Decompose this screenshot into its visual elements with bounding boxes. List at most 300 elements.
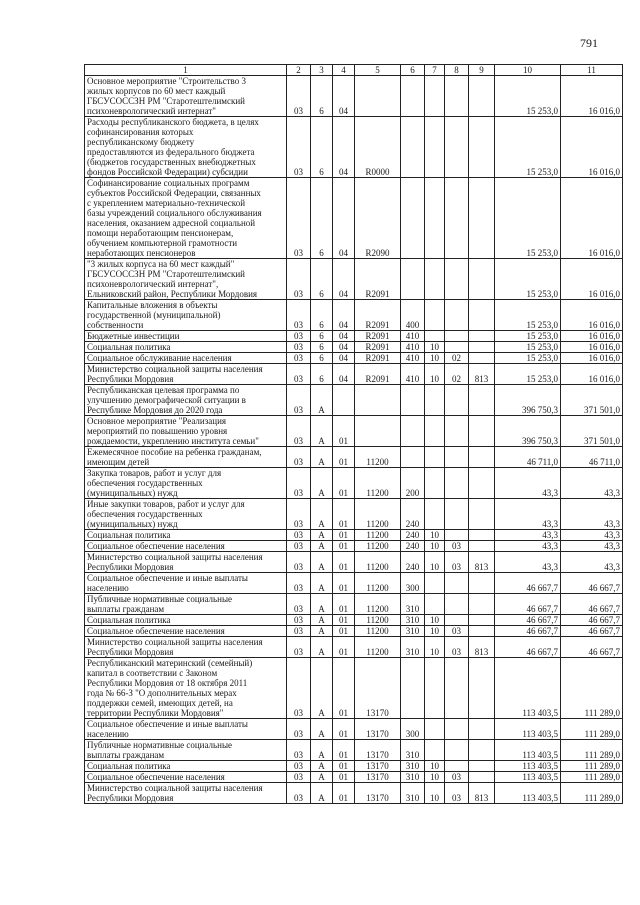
subsection-cell (445, 719, 469, 740)
amount-year1-cell: 46 667,7 (495, 615, 561, 626)
table-row (85, 416, 623, 447)
amount-year2-cell: 43,3 (561, 552, 623, 573)
program-code-cell: 6 (311, 117, 333, 178)
section-cell: 10 (425, 772, 445, 783)
expense-type-cell: 410 (401, 364, 425, 385)
section-code-cell: 03 (287, 447, 311, 468)
subsection-cell (445, 499, 469, 530)
target-article-cell: R2090 (355, 178, 401, 259)
table-row (85, 626, 623, 637)
amount-year1-cell: 46 667,7 (495, 637, 561, 658)
section-cell (425, 300, 445, 331)
subprogram-code-cell: 04 (333, 76, 355, 117)
row-name-cell: Социальная политика (85, 342, 287, 353)
ministry-code-cell (469, 530, 495, 541)
table-row (85, 541, 623, 552)
row-name-cell: Бюджетные инвестиции (85, 331, 287, 342)
amount-year2-cell: 371 501,0 (561, 416, 623, 447)
expense-type-cell: 300 (401, 719, 425, 740)
target-article-cell: 13170 (355, 719, 401, 740)
expense-type-cell (401, 658, 425, 719)
expense-type-cell: 310 (401, 626, 425, 637)
section-code-cell: 03 (287, 573, 311, 594)
expense-type-cell: 310 (401, 761, 425, 772)
row-name-cell: Министерство социальной защиты населения Республики Мордовия (85, 783, 287, 804)
section-cell: 10 (425, 761, 445, 772)
subprogram-code-cell: 01 (333, 615, 355, 626)
ministry-code-cell (469, 658, 495, 719)
amount-year2-cell: 16 016,0 (561, 331, 623, 342)
amount-year2-cell: 16 016,0 (561, 178, 623, 259)
table-row (85, 342, 623, 353)
subsection-cell (445, 76, 469, 117)
ministry-code-cell (469, 761, 495, 772)
section-cell: 10 (425, 615, 445, 626)
subsection-cell (445, 342, 469, 353)
amount-year1-cell: 46 711,0 (495, 447, 561, 468)
amount-year2-cell: 16 016,0 (561, 117, 623, 178)
section-cell (425, 259, 445, 300)
expense-type-cell: 310 (401, 594, 425, 615)
subprogram-code-cell: 01 (333, 416, 355, 447)
subprogram-code-cell: 01 (333, 740, 355, 761)
amount-year1-cell: 113 403,5 (495, 740, 561, 761)
row-name-cell: Социальное обеспечение населения (85, 772, 287, 783)
target-article-cell: 11200 (355, 626, 401, 637)
target-article-cell: 13170 (355, 740, 401, 761)
amount-year2-cell: 43,3 (561, 499, 623, 530)
amount-year2-cell: 16 016,0 (561, 76, 623, 117)
target-article-cell: R0000 (355, 117, 401, 178)
amount-year1-cell: 43,3 (495, 468, 561, 499)
amount-year1-cell: 113 403,5 (495, 783, 561, 804)
subprogram-code-cell (333, 385, 355, 416)
subsection-cell (445, 740, 469, 761)
row-name-cell: Министерство социальной защиты населения Республики Мордовия (85, 637, 287, 658)
subprogram-code-cell: 01 (333, 772, 355, 783)
subprogram-code-cell: 01 (333, 637, 355, 658)
subsection-cell: 03 (445, 541, 469, 552)
row-name-cell: "3 жилых корпуса на 60 мест каждый" ГБСУСОССЗН РМ "Старотештелимский психоневрологический интернат", Ельниковский район, Республики Мордовия (85, 259, 287, 300)
expense-type-cell: 410 (401, 331, 425, 342)
row-name-cell: Расходы республиканского бюджета, в целях софинансирования которых республиканскому бюджету предоставляются из федерального бюджета (бюджетов государственных внебюджетных фондов Российской Федерации) субсидии (85, 117, 287, 178)
row-name-cell: Социальное обслуживание населения (85, 353, 287, 364)
section-cell: 10 (425, 342, 445, 353)
target-article-cell: 11200 (355, 637, 401, 658)
section-cell (425, 740, 445, 761)
section-cell (425, 658, 445, 719)
program-code-cell: А (311, 552, 333, 573)
amount-year1-cell: 46 667,7 (495, 626, 561, 637)
subprogram-code-cell: 01 (333, 594, 355, 615)
subsection-cell (445, 117, 469, 178)
subsection-cell (445, 468, 469, 499)
table-row (85, 364, 623, 385)
amount-year2-cell: 111 289,0 (561, 761, 623, 772)
section-cell: 10 (425, 637, 445, 658)
subprogram-code-cell: 01 (333, 530, 355, 541)
expense-type-cell (401, 117, 425, 178)
header-row (85, 65, 623, 76)
target-article-cell: R2091 (355, 364, 401, 385)
subsection-cell (445, 573, 469, 594)
header-cell: 4 (333, 65, 355, 76)
subsection-cell (445, 615, 469, 626)
amount-year1-cell: 43,3 (495, 499, 561, 530)
section-cell (425, 178, 445, 259)
row-name-cell: Капитальные вложения в объекты государственной (муниципальной) собственности (85, 300, 287, 331)
subprogram-code-cell: 01 (333, 719, 355, 740)
header-cell: 3 (311, 65, 333, 76)
expense-type-cell: 410 (401, 353, 425, 364)
amount-year2-cell: 43,3 (561, 530, 623, 541)
expense-type-cell: 310 (401, 783, 425, 804)
expense-type-cell: 240 (401, 530, 425, 541)
subsection-cell (445, 331, 469, 342)
program-code-cell: А (311, 658, 333, 719)
expense-type-cell (401, 76, 425, 117)
program-code-cell: А (311, 594, 333, 615)
subprogram-code-cell: 01 (333, 761, 355, 772)
expense-type-cell (401, 259, 425, 300)
header-cell: 11 (561, 65, 623, 76)
program-code-cell: А (311, 740, 333, 761)
amount-year1-cell: 113 403,5 (495, 658, 561, 719)
ministry-code-cell (469, 719, 495, 740)
section-code-cell: 03 (287, 342, 311, 353)
subsection-cell: 03 (445, 552, 469, 573)
subprogram-code-cell: 01 (333, 447, 355, 468)
header-cell: 9 (469, 65, 495, 76)
target-article-cell: 11200 (355, 594, 401, 615)
subprogram-code-cell: 01 (333, 573, 355, 594)
header-cell: 6 (401, 65, 425, 76)
section-cell (425, 117, 445, 178)
expense-type-cell (401, 385, 425, 416)
program-code-cell: А (311, 783, 333, 804)
target-article-cell: R2091 (355, 353, 401, 364)
subsection-cell (445, 761, 469, 772)
expense-type-cell (401, 416, 425, 447)
program-code-cell: А (311, 626, 333, 637)
subprogram-code-cell: 01 (333, 499, 355, 530)
amount-year2-cell: 43,3 (561, 541, 623, 552)
ministry-code-cell (469, 541, 495, 552)
subsection-cell: 03 (445, 772, 469, 783)
expense-type-cell: 410 (401, 342, 425, 353)
ministry-code-cell (469, 385, 495, 416)
subprogram-code-cell: 04 (333, 342, 355, 353)
row-name-cell: Основное мероприятие "Реализация мероприятий по повышению уровня рождаемости, укреплению института семьи" (85, 416, 287, 447)
row-name-cell: Социальное обеспечение и иные выплаты населению (85, 719, 287, 740)
amount-year1-cell: 396 750,3 (495, 416, 561, 447)
amount-year2-cell: 16 016,0 (561, 259, 623, 300)
row-name-cell: Ежемесячное пособие на ребенка гражданам, имеющим детей (85, 447, 287, 468)
table-row (85, 615, 623, 626)
section-code-cell: 03 (287, 117, 311, 178)
ministry-code-cell (469, 178, 495, 259)
row-name-cell: Министерство социальной защиты населения Республики Мордовия (85, 364, 287, 385)
target-article-cell: 13170 (355, 772, 401, 783)
program-code-cell: А (311, 615, 333, 626)
table-body (85, 76, 623, 804)
amount-year2-cell: 46 667,7 (561, 615, 623, 626)
amount-year1-cell: 15 253,0 (495, 364, 561, 385)
ministry-code-cell (469, 499, 495, 530)
amount-year1-cell: 15 253,0 (495, 76, 561, 117)
amount-year1-cell: 113 403,5 (495, 761, 561, 772)
target-article-cell: R2091 (355, 259, 401, 300)
row-name-cell: Социальная политика (85, 615, 287, 626)
section-cell (425, 468, 445, 499)
ministry-code-cell: 813 (469, 637, 495, 658)
section-code-cell: 03 (287, 499, 311, 530)
subprogram-code-cell: 04 (333, 300, 355, 331)
amount-year1-cell: 15 253,0 (495, 117, 561, 178)
program-code-cell: А (311, 530, 333, 541)
section-code-cell: 03 (287, 615, 311, 626)
subsection-cell: 03 (445, 783, 469, 804)
header-cell: 10 (495, 65, 561, 76)
amount-year2-cell: 111 289,0 (561, 772, 623, 783)
amount-year1-cell: 15 253,0 (495, 331, 561, 342)
section-code-cell: 03 (287, 783, 311, 804)
row-name-cell: Иные закупки товаров, работ и услуг для обеспечения государственных (муниципальных) нужд (85, 499, 287, 530)
ministry-code-cell (469, 594, 495, 615)
amount-year2-cell: 371 501,0 (561, 385, 623, 416)
row-name-cell: Публичные нормативные социальные выплаты гражданам (85, 594, 287, 615)
row-name-cell: Закупка товаров, работ и услуг для обеспечения государственных (муниципальных) нужд (85, 468, 287, 499)
table-row (85, 719, 623, 740)
expense-type-cell: 310 (401, 740, 425, 761)
row-name-cell: Социальное обеспечение и иные выплаты населению (85, 573, 287, 594)
target-article-cell: 11200 (355, 615, 401, 626)
ministry-code-cell: 813 (469, 783, 495, 804)
program-code-cell: А (311, 499, 333, 530)
section-code-cell: 03 (287, 76, 311, 117)
target-article-cell (355, 416, 401, 447)
expense-type-cell (401, 178, 425, 259)
table-row (85, 300, 623, 331)
subsection-cell (445, 416, 469, 447)
program-code-cell: А (311, 637, 333, 658)
subsection-cell (445, 530, 469, 541)
expense-type-cell: 240 (401, 552, 425, 573)
table-row (85, 385, 623, 416)
subprogram-code-cell: 04 (333, 353, 355, 364)
subprogram-code-cell: 01 (333, 658, 355, 719)
program-code-cell: А (311, 719, 333, 740)
amount-year2-cell: 111 289,0 (561, 658, 623, 719)
section-code-cell: 03 (287, 353, 311, 364)
ministry-code-cell (469, 117, 495, 178)
amount-year2-cell: 16 016,0 (561, 300, 623, 331)
expense-type-cell: 310 (401, 772, 425, 783)
target-article-cell: R2091 (355, 300, 401, 331)
section-code-cell: 03 (287, 530, 311, 541)
program-code-cell: А (311, 447, 333, 468)
table-row (85, 761, 623, 772)
ministry-code-cell (469, 342, 495, 353)
target-article-cell (355, 76, 401, 117)
subprogram-code-cell: 04 (333, 364, 355, 385)
subprogram-code-cell: 01 (333, 626, 355, 637)
subprogram-code-cell: 04 (333, 117, 355, 178)
table-row (85, 573, 623, 594)
section-cell (425, 594, 445, 615)
ministry-code-cell (469, 740, 495, 761)
target-article-cell: R2091 (355, 342, 401, 353)
section-code-cell: 03 (287, 740, 311, 761)
section-cell (425, 76, 445, 117)
subprogram-code-cell: 04 (333, 331, 355, 342)
target-article-cell: 11200 (355, 447, 401, 468)
program-code-cell: 6 (311, 300, 333, 331)
program-code-cell: 6 (311, 76, 333, 117)
section-cell: 10 (425, 530, 445, 541)
amount-year2-cell: 16 016,0 (561, 342, 623, 353)
ministry-code-cell (469, 259, 495, 300)
program-code-cell: 6 (311, 259, 333, 300)
expense-type-cell (401, 447, 425, 468)
program-code-cell: 6 (311, 178, 333, 259)
subsection-cell: 03 (445, 626, 469, 637)
target-article-cell: 11200 (355, 530, 401, 541)
ministry-code-cell (469, 573, 495, 594)
header-cell: 8 (445, 65, 469, 76)
section-cell: 10 (425, 364, 445, 385)
expense-type-cell: 400 (401, 300, 425, 331)
table-row (85, 259, 623, 300)
row-name-cell: Министерство социальной защиты населения Республики Мордовия (85, 552, 287, 573)
amount-year1-cell: 43,3 (495, 530, 561, 541)
amount-year1-cell: 46 667,7 (495, 594, 561, 615)
section-cell: 10 (425, 353, 445, 364)
target-article-cell: 11200 (355, 468, 401, 499)
header-cell: 1 (85, 65, 287, 76)
section-cell (425, 331, 445, 342)
section-code-cell: 03 (287, 468, 311, 499)
program-code-cell: А (311, 541, 333, 552)
section-code-cell: 03 (287, 178, 311, 259)
section-cell: 10 (425, 783, 445, 804)
table-row (85, 117, 623, 178)
program-code-cell: 6 (311, 331, 333, 342)
table-row (85, 594, 623, 615)
section-code-cell: 03 (287, 761, 311, 772)
amount-year2-cell: 111 289,0 (561, 740, 623, 761)
amount-year1-cell: 43,3 (495, 552, 561, 573)
section-code-cell: 03 (287, 637, 311, 658)
expense-type-cell: 310 (401, 615, 425, 626)
subsection-cell (445, 594, 469, 615)
subsection-cell (445, 259, 469, 300)
subprogram-code-cell: 04 (333, 178, 355, 259)
program-code-cell: А (311, 468, 333, 499)
amount-year1-cell: 15 253,0 (495, 300, 561, 331)
target-article-cell: 11200 (355, 573, 401, 594)
section-cell (425, 385, 445, 416)
program-code-cell: А (311, 761, 333, 772)
program-code-cell: А (311, 385, 333, 416)
subsection-cell: 02 (445, 353, 469, 364)
section-code-cell: 03 (287, 626, 311, 637)
amount-year2-cell: 46 711,0 (561, 447, 623, 468)
row-name-cell: Софинансирование социальных программ субъектов Российской Федерации, связанных с укреплением материально-технической базы учреждений социального обслуживания населения, оказанием адресной социальной помощи неработающим пенсионерам, обучением компьютерной грамотности неработающих пенсионеров (85, 178, 287, 259)
section-code-cell: 03 (287, 416, 311, 447)
subsection-cell (445, 300, 469, 331)
amount-year2-cell: 46 667,7 (561, 573, 623, 594)
section-cell: 10 (425, 552, 445, 573)
table-row (85, 740, 623, 761)
subprogram-code-cell: 01 (333, 552, 355, 573)
subsection-cell (445, 178, 469, 259)
table-row (85, 552, 623, 573)
amount-year1-cell: 113 403,5 (495, 772, 561, 783)
subsection-cell: 02 (445, 364, 469, 385)
amount-year1-cell: 15 253,0 (495, 259, 561, 300)
target-article-cell: 13170 (355, 658, 401, 719)
subprogram-code-cell: 01 (333, 468, 355, 499)
ministry-code-cell (469, 300, 495, 331)
expense-type-cell: 240 (401, 499, 425, 530)
amount-year1-cell: 46 667,7 (495, 573, 561, 594)
section-code-cell: 03 (287, 364, 311, 385)
subsection-cell (445, 447, 469, 468)
subprogram-code-cell: 04 (333, 259, 355, 300)
ministry-code-cell (469, 76, 495, 117)
ministry-code-cell (469, 626, 495, 637)
table-row (85, 658, 623, 719)
subsection-cell (445, 658, 469, 719)
section-code-cell: 03 (287, 385, 311, 416)
expense-type-cell: 240 (401, 541, 425, 552)
section-code-cell: 03 (287, 658, 311, 719)
section-cell (425, 416, 445, 447)
amount-year2-cell: 46 667,7 (561, 594, 623, 615)
expense-type-cell: 200 (401, 468, 425, 499)
ministry-code-cell (469, 468, 495, 499)
section-code-cell: 03 (287, 719, 311, 740)
amount-year1-cell: 15 253,0 (495, 178, 561, 259)
amount-year2-cell: 46 667,7 (561, 626, 623, 637)
table-row (85, 331, 623, 342)
program-code-cell: А (311, 772, 333, 783)
table-row (85, 783, 623, 804)
table-row (85, 447, 623, 468)
section-code-cell: 03 (287, 300, 311, 331)
table-row (85, 637, 623, 658)
amount-year2-cell: 111 289,0 (561, 783, 623, 804)
table-row (85, 530, 623, 541)
section-cell: 10 (425, 626, 445, 637)
table-row (85, 499, 623, 530)
ministry-code-cell: 813 (469, 552, 495, 573)
target-article-cell: 13170 (355, 761, 401, 772)
row-name-cell: Республиканская целевая программа по улучшению демографической ситуации в Республике Мордовия до 2020 года (85, 385, 287, 416)
target-article-cell (355, 385, 401, 416)
target-article-cell: 11200 (355, 552, 401, 573)
section-cell (425, 719, 445, 740)
page-number: 791 (580, 36, 598, 50)
subsection-cell (445, 385, 469, 416)
section-code-cell: 03 (287, 552, 311, 573)
row-name-cell: Социальная политика (85, 761, 287, 772)
table-row (85, 178, 623, 259)
amount-year2-cell: 16 016,0 (561, 364, 623, 385)
amount-year1-cell: 396 750,3 (495, 385, 561, 416)
expense-type-cell: 300 (401, 573, 425, 594)
